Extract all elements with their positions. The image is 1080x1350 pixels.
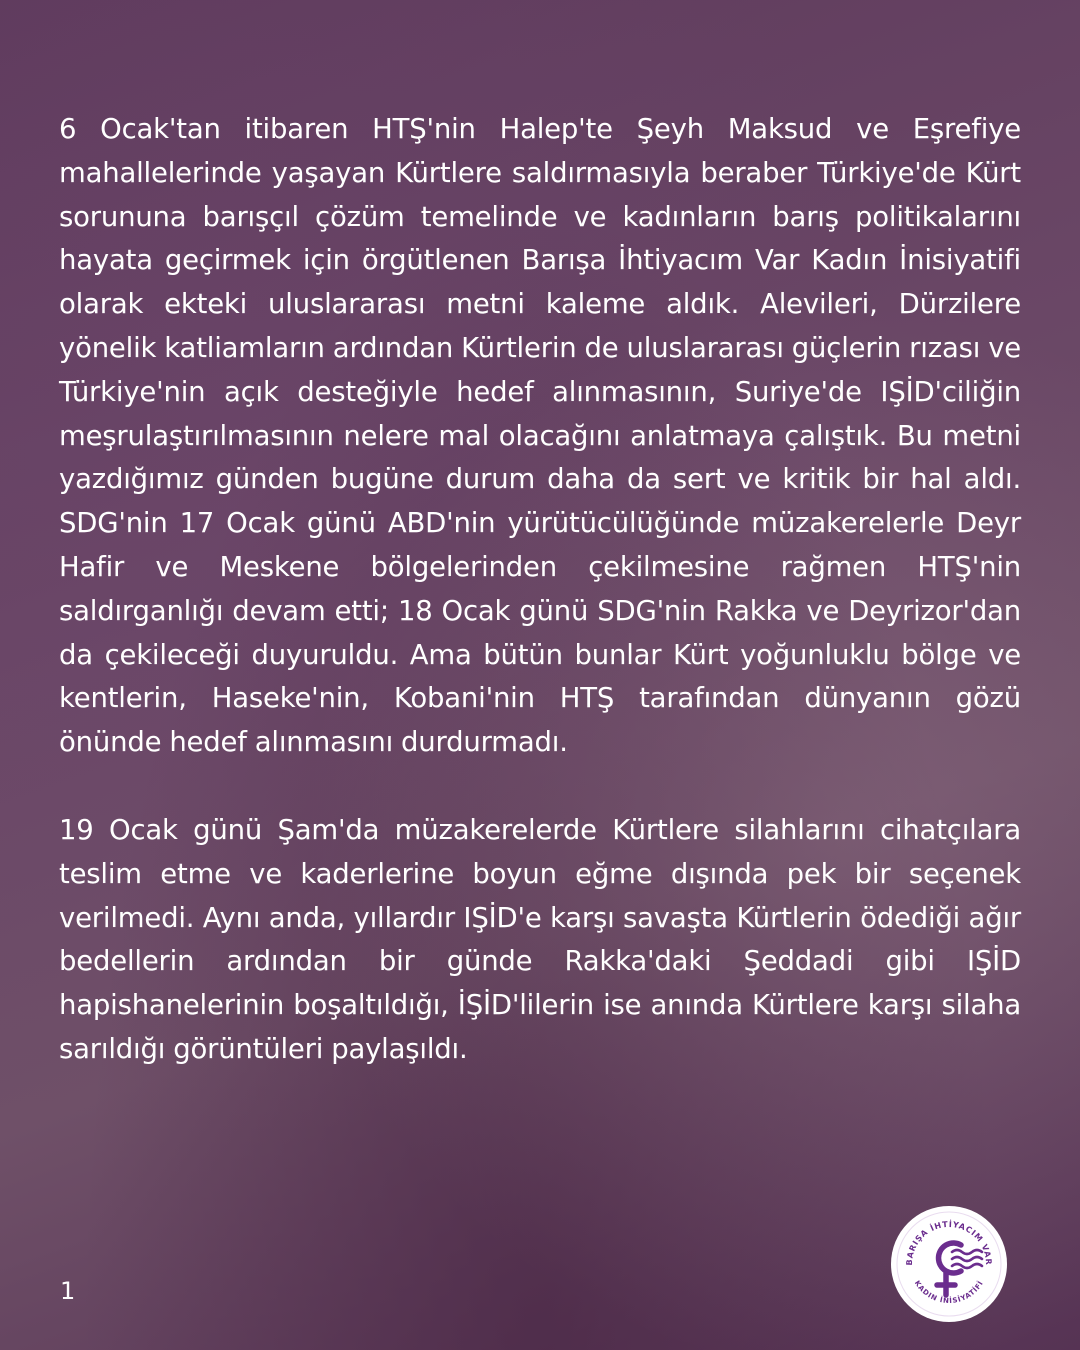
article-body <box>59 108 1021 1072</box>
logo-top-text: BARIŞA İHTİYACIM VAR <box>904 1219 994 1266</box>
initiative-logo <box>890 1205 1008 1323</box>
paragraph-1: 6 Ocak'tan itibaren HTŞ'nin Halep'te Şeyh Maksud ve Eşrefiye mahallelerinde yaşayan Kürtlere saldırmasıyla beraber Türkiye'de Kürt sorununa barışçıl çözüm temelinde ve kadınların barış politikalarını hayata geçirmek için örgütlenen Barışa İhtiyacım Var Kadın İnisiyatifi olarak ekteki uluslararası metni kaleme aldık. Alevileri, Dürzilere yönelik katliamların ardından Kürtlerin de uluslararası güçlerin rızası ve Türkiye'nin açık desteğiyle hedef alınmasının, Suriye'de IŞİD'ciliğin meşrulaştırılmasının nelere mal olacağını anlatmaya çalıştık. Bu metni yazdığımız günden bugüne durum daha da sert ve kritik bir hal aldı. SDG'nin 17 Ocak günü ABD'nin yürütücülüğünde müzakerelerle Deyr Hafir ve Meskene bölgelerinden çekilmesine rağmen HTŞ'nin saldırganlığı devam etti; 18 Ocak günü SDG'nin Rakka ve Deyrizor'dan da çekileceği duyuruldu. Ama bütün bunlar Kürt yoğunluklu bölge ve kentlerin, Haseke'nin, Kobani'nin HTŞ tarafından dünyanın gözü önünde hedef alınmasını durdurmadı. <box>59 113 1022 759</box>
logo-badge <box>890 1205 1008 1323</box>
page-number: 1 <box>60 1277 76 1305</box>
logo-bottom-text: KADIN İNİSİYATİFİ <box>912 1279 986 1306</box>
paragraph-2: 19 Ocak günü Şam'da müzakerelerde Kürtlere silahlarını cihatçılara teslim etme ve kaderlerine boyun eğme dışında pek bir seçenek verilmedi. Aynı anda, yıllardır IŞİD'e karşı savaşta Kürtlerin ödediği ağır bedellerin ardından bir günde Rakka'daki Şeddadi gibi IŞİD hapishanelerinin boşaltıldığı, İŞİD'lilerin ise anında Kürtlere karşı silaha sarıldığı görüntüleri paylaşıldı. <box>59 813 1021 1065</box>
